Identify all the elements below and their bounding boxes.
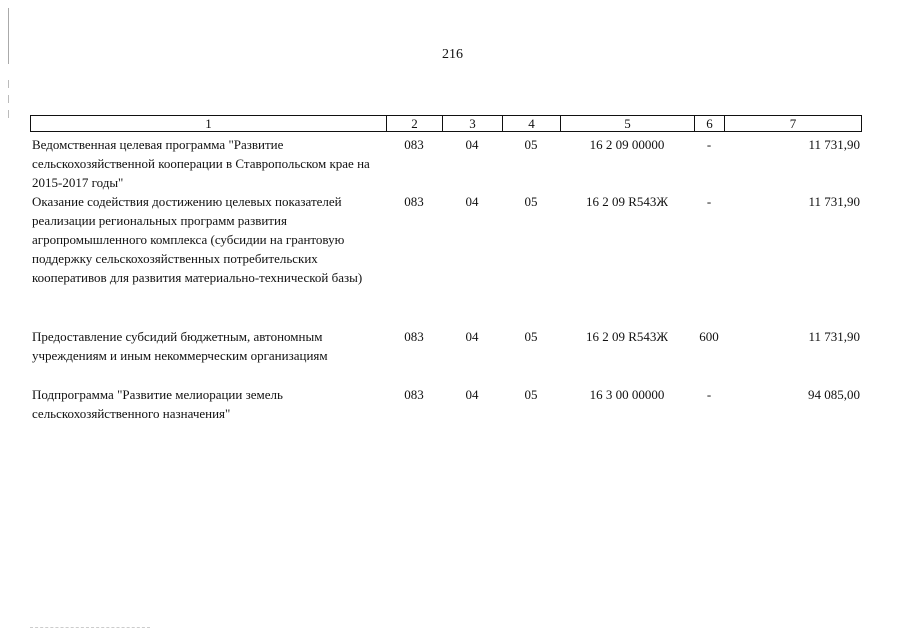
header-col-1: 1 [31, 116, 387, 132]
row-expense-type: - [706, 387, 712, 402]
row-ministry-code: 083 [404, 329, 424, 344]
margin-tick [8, 80, 9, 88]
header-col-7: 7 [725, 116, 862, 132]
row-target-article: 16 3 00 00000 [589, 387, 665, 402]
row-section-code: 04 [465, 194, 479, 209]
row-target-article: 16 2 09 R543Ж [585, 194, 669, 209]
row-section-code: 04 [465, 137, 479, 152]
margin-tick [8, 110, 9, 118]
row-name: Предоставление субсидий бюджетным, автономным учреждениям и иным некоммерческим организациям [32, 329, 328, 363]
header-col-6: 6 [695, 116, 725, 132]
row-ministry-code: 083 [404, 137, 424, 152]
margin-tick [8, 95, 9, 103]
header-row [31, 116, 862, 132]
row-amount: 11 731,90 [808, 194, 860, 209]
row-ministry-code: 083 [404, 194, 424, 209]
row-amount: 11 731,90 [808, 329, 860, 344]
row-ministry-code: 083 [404, 387, 424, 402]
row-target-article: 16 2 09 00000 [589, 137, 665, 152]
row-name: Оказание содействия достижению целевых показателей реализации региональных программ развития агропромышленного комплекса (субсидии на грантовую поддержку сельскохозяйственных потребительских кооперативов для развития материально-технической базы) [32, 194, 363, 285]
row-subsection-code: 05 [524, 387, 538, 402]
row-subsection-code: 05 [524, 137, 538, 152]
column-number-header [30, 115, 862, 132]
header-col-5: 5 [561, 116, 695, 132]
header-col-2: 2 [387, 116, 443, 132]
header-col-4: 4 [503, 116, 561, 132]
row-name: Подпрограмма "Развитие мелиорации земель сельскохозяйственного назначения" [32, 387, 283, 421]
row-name: Ведомственная целевая программа "Развитие сельскохозяйственной кооперации в Ставропольском крае на 2015-2017 годы" [32, 137, 370, 190]
row-amount: 94 085,00 [808, 387, 860, 402]
row-subsection-code: 05 [524, 194, 538, 209]
row-section-code: 04 [465, 329, 479, 344]
row-amount: 11 731,90 [808, 137, 860, 152]
header-col-3: 3 [443, 116, 503, 132]
row-subsection-code: 05 [524, 329, 538, 344]
row-expense-type: - [706, 137, 712, 152]
row-expense-type: - [706, 194, 712, 209]
scan-artifact-line [30, 627, 150, 629]
page-number: 216 [442, 47, 463, 62]
row-expense-type: 600 [699, 329, 719, 344]
row-section-code: 04 [465, 387, 479, 402]
row-target-article: 16 2 09 R543Ж [585, 329, 669, 344]
